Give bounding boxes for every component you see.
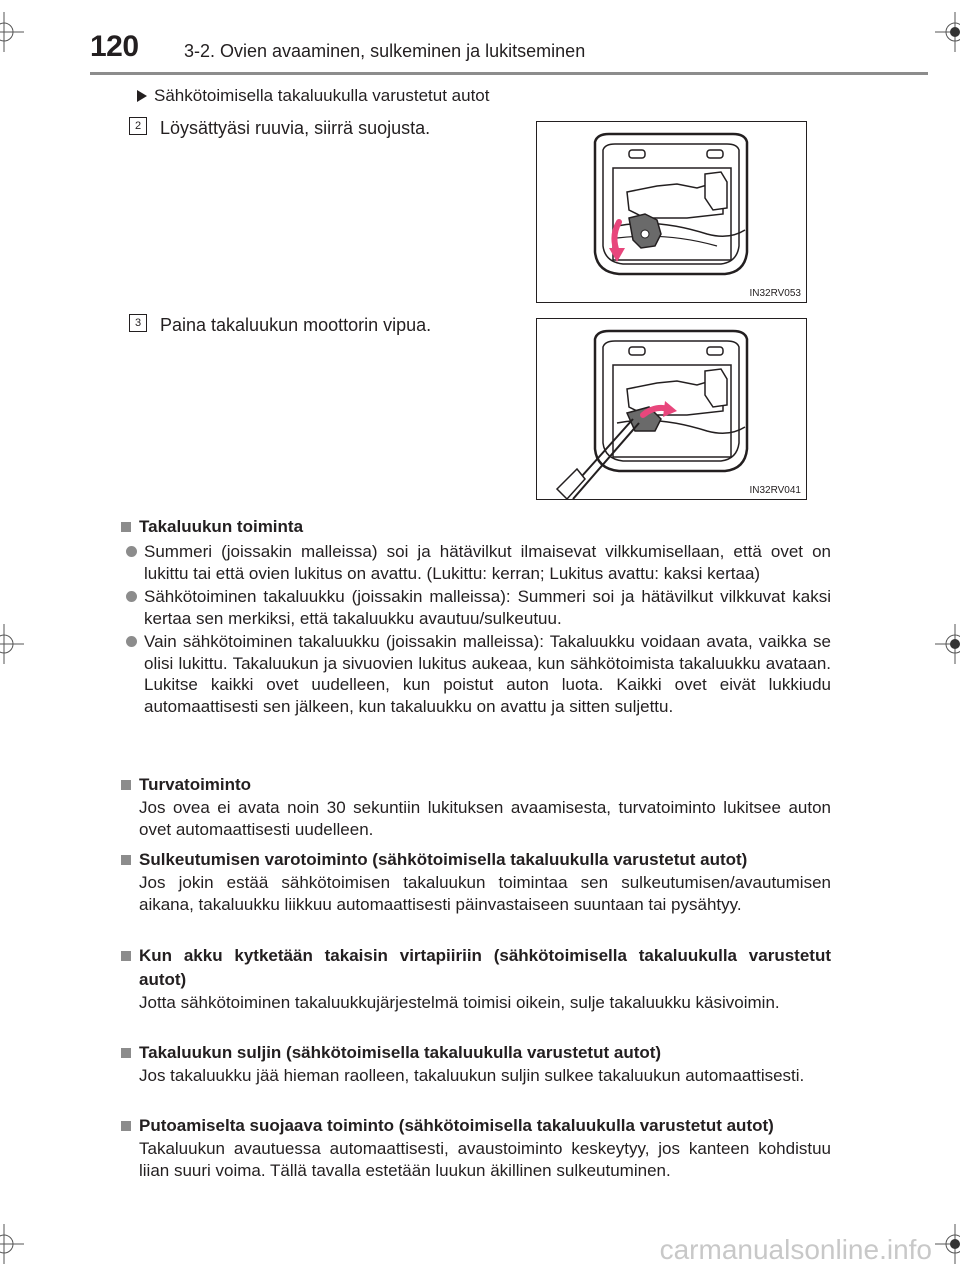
section-safety-function	[121, 773, 831, 840]
circle-bullet-icon	[126, 636, 137, 647]
illustration-remove-cover	[536, 121, 807, 303]
tailgate-cover-illustration	[537, 122, 806, 302]
crop-mark-top-right	[935, 12, 960, 52]
section-battery-reconnect	[121, 944, 831, 1014]
section-closing-protection	[121, 848, 831, 915]
page-number: 120	[90, 30, 139, 63]
square-bullet-icon	[121, 1048, 131, 1058]
section-heading: Kun akku kytketään takaisin virtapiiriin (sähkötoimisella takaluukulla varustetut autot)	[121, 944, 831, 992]
section-tailgate-operation	[121, 515, 831, 717]
section-text: Jotta sähkötoiminen takaluukkujärjestelmä toimisi oikein, sulje takaluukku käsivoimin.	[139, 993, 780, 1012]
section-tailgate-closer	[121, 1041, 831, 1087]
image-code: IN32RV041	[749, 485, 801, 496]
crop-mark-mid-left	[0, 624, 24, 664]
section-heading: Turvatoiminto	[121, 773, 831, 797]
section-heading: Sulkeutumisen varotoiminto (sähkötoimisella takaluukulla varustetut autot)	[121, 848, 831, 872]
page-header	[90, 30, 928, 74]
step-number-2: 2	[129, 117, 147, 135]
section-text: Takaluukun avautuessa automaattisesti, avaustoiminto keskeytyy, jos kanteen kohdistuu liian suuri voima. Tällä tavalla estetään luukun äkillinen sulkeutuminen.	[139, 1139, 831, 1180]
square-bullet-icon	[121, 855, 131, 865]
list-item: Sähkötoiminen takaluukku (joissakin malleissa): Summeri soi ja hätävilkut vilkkuvat kaksi kertaa sen merkiksi, että takaluukku avautuu/sulkeutuu.	[126, 586, 831, 629]
tailgate-lever-illustration	[537, 319, 806, 499]
step-text-3: Paina takaluukun moottorin vipua.	[160, 315, 432, 335]
circle-bullet-icon	[126, 546, 137, 557]
crop-mark-mid-right	[935, 624, 960, 664]
square-bullet-icon	[121, 522, 131, 532]
list-item: Summeri (joissakin malleissa) soi ja hätävilkut ilmaisevat vilkkumisellaan, että ovet on lukittu tai että ovien lukitus on avattu. (Lukittu: kerran; Lukitus avattu: kaksi kertaa)	[126, 541, 831, 584]
image-code: IN32RV053	[749, 288, 801, 299]
square-bullet-icon	[121, 951, 131, 961]
section-text: Jos takaluukku jää hieman raolleen, takaluukun suljin sulkee takaluukun automaattisesti.	[139, 1066, 805, 1085]
step-text-2: Löysättyäsi ruuvia, siirrä suojusta.	[160, 118, 431, 138]
crop-mark-top-left	[0, 12, 24, 52]
square-bullet-icon	[121, 780, 131, 790]
crop-mark-bottom-left	[0, 1224, 24, 1264]
section-title: 3-2. Ovien avaaminen, sulkeminen ja lukitseminen	[184, 41, 586, 61]
section-fall-prevention	[121, 1114, 831, 1181]
subheading	[137, 86, 489, 106]
header-rule	[90, 72, 928, 75]
section-heading: Takaluukun suljin (sähkötoimisella takaluukulla varustetut autot)	[121, 1041, 831, 1065]
list-item: Vain sähkötoiminen takaluukku (joissakin malleissa): Takaluukku voidaan avata, vaikka se olisi lukittu. Takaluukun ja sivuovien lukitus aukeaa, kun sähkötoimista takaluukku avataan. Lukitse kaikki ovet uudelleen, kun poistut auton luota. Kaikki ovet eivät lukkiudu automaattisesti sen jälkeen, kun takaluukku on avattu ja sitten suljettu.	[126, 631, 831, 717]
section-text: Jos jokin estää sähkötoimisen takaluukun toimintaa sen sulkeutumisen/avautumisen aikana, takaluukku liikkuu automaattisesti päinvastaiseen suuntaan tai pysähtyy.	[139, 873, 831, 914]
section-text: Jos ovea ei avata noin 30 sekuntiin lukituksen avaamisesta, turvatoiminto lukitsee auton ovet automaattisesti uudelleen.	[139, 798, 831, 839]
watermark: carmanualsonline.info	[659, 1234, 932, 1265]
illustration-press-lever	[536, 318, 807, 500]
step-number-3: 3	[129, 314, 147, 332]
crop-mark-bottom-right	[935, 1224, 960, 1264]
arrow-right-icon	[137, 90, 147, 102]
subheading-text: Sähkötoimisella takaluukulla varustetut autot	[154, 86, 490, 105]
square-bullet-icon	[121, 1121, 131, 1131]
circle-bullet-icon	[126, 591, 137, 602]
section-heading: Putoamiselta suojaava toiminto (sähkötoimisella takaluukulla varustetut autot)	[121, 1114, 831, 1138]
section-heading: Takaluukun toiminta	[121, 515, 831, 539]
